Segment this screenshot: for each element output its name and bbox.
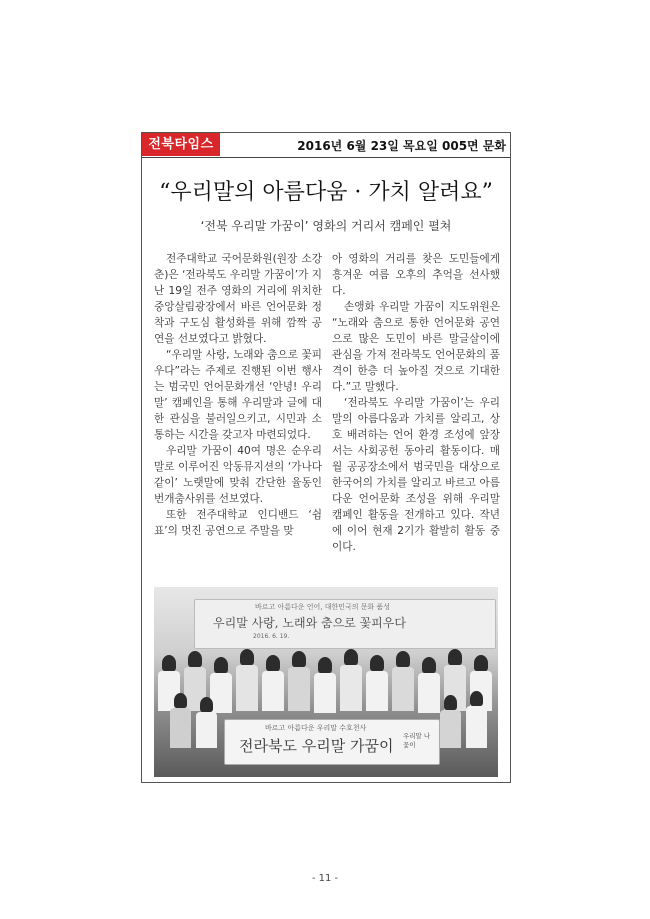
person-head (422, 657, 436, 673)
person-head (318, 657, 332, 673)
article-paragraph: 손앵화 우리말 가꿈이 지도위원은 “노래와 춤으로 통한 언어문화 공연으로 많은 도민이 바른 말글살이에 관심을 가져 전라북도 언어문화의 품격이 한층 더 높아질 것으로 기대한다.”고 말했다. (332, 301, 500, 393)
clipping-header (142, 133, 510, 158)
person-head (396, 651, 410, 667)
person-body (236, 665, 258, 711)
article-paragraph: 전주대학교 국어문화원(원장 소강춘)은 ‘전라북도 우리말 가꿈이’가 지난 19일 전주 영화의 거리에 위치한 중앙살림광장에서 바른 언어문화 정착과 구도심 활성화를 위해 깜짝 공연을 선보였다고 밝혔다. (154, 253, 322, 345)
article-paragraph: 또한 전주대학교 인디밴드 ‘쉼표’의 멋진 공연으로 주말을 맞 (154, 509, 322, 537)
group-banner-motto: 우리말 나 꽃이 (403, 732, 431, 749)
person-head (214, 657, 228, 673)
person-head (188, 651, 202, 667)
person-body (196, 712, 217, 748)
article-paragraph: 아 영화의 거리를 찾은 도민들에게 흥겨운 여름 오후의 추억을 선사했다. (332, 253, 500, 297)
headline: “우리말의 아름다움 · 가치 알려요” (159, 180, 493, 205)
person-body (392, 667, 414, 711)
person-body (340, 665, 362, 711)
group-banner-subtitle: 바르고 아름다운 우리말 수호천사 (265, 724, 367, 732)
person-head (470, 691, 483, 706)
person-body (418, 673, 440, 713)
person-head (174, 693, 187, 708)
event-banner-date: 2016. 6. 19. (253, 633, 290, 640)
article-paragraph: 우리말 가꿈이 40여 명은 순우리말로 이루어진 악동뮤지션의 ‘가나다같이’ 노랫말에 맞춰 간단한 율동인 번개춤사위를 선보였다. (154, 445, 322, 505)
article-column-right (332, 251, 500, 555)
group-banner (224, 719, 440, 765)
person-head (344, 649, 358, 665)
newspaper-clipping (141, 132, 511, 783)
person-head (448, 649, 462, 665)
person-head (474, 655, 488, 671)
person-body (314, 673, 336, 713)
page-number: - 11 - (311, 873, 339, 884)
subheadline: ‘전북 우리말 가꿈이’ 영화의 거리서 캠페인 펼쳐 (200, 219, 452, 233)
dateline: 2016년 6월 23일 목요일 005면 문화 (297, 139, 506, 153)
person-body (262, 671, 284, 711)
group-photo (154, 587, 498, 777)
person-head (162, 655, 176, 671)
newspaper-logo: 전북타임스 (142, 133, 220, 156)
group-banner-title: 전라북도 우리말 가꿈이 (239, 737, 394, 755)
article-column-left (154, 251, 322, 539)
person-body (210, 673, 232, 713)
person-head (370, 655, 384, 671)
article-paragraph: ‘전라북도 우리말 가꿈이’는 우리말의 아름다움과 가치를 알리고, 상호 배려하는 언어 환경 조성에 앞장서는 사회공헌 동아리 활동이다. 매월 공공장소에서 범국민을 대상으로 한국어의 가치를 알리고 바르고 아름다운 언어문화 조성을 위해 우리말 캠페인 활동을 전개하고 있다. 작년에 이어 현재 2기가 활발히 활동 중이다. (332, 397, 500, 553)
event-banner-title: 우리말 사랑, 노래와 춤으로 꽃피우다 (213, 616, 406, 630)
person-body (170, 708, 191, 748)
person-body (440, 710, 461, 748)
event-banner-subtitle: 바르고 아름다운 언어, 대한민국의 문화 품성 (255, 603, 391, 611)
article-paragraph: “우리말 사랑, 노래와 춤으로 꽃피우다”라는 주제로 진행된 이번 행사는 범국민 언어문화개선 ‘안녕! 우리말’ 캠페인을 통해 우리말과 글에 대한 관심을 불러일으키고, 시민과 소통하는 시간을 갖고자 마련되었다. (154, 349, 322, 441)
person-head (200, 697, 213, 712)
person-head (444, 695, 457, 710)
person-body (366, 671, 388, 711)
person-head (240, 649, 254, 665)
person-body (288, 667, 310, 711)
person-body (466, 706, 487, 748)
person-head (266, 655, 280, 671)
person-head (292, 651, 306, 667)
event-banner (194, 599, 496, 649)
